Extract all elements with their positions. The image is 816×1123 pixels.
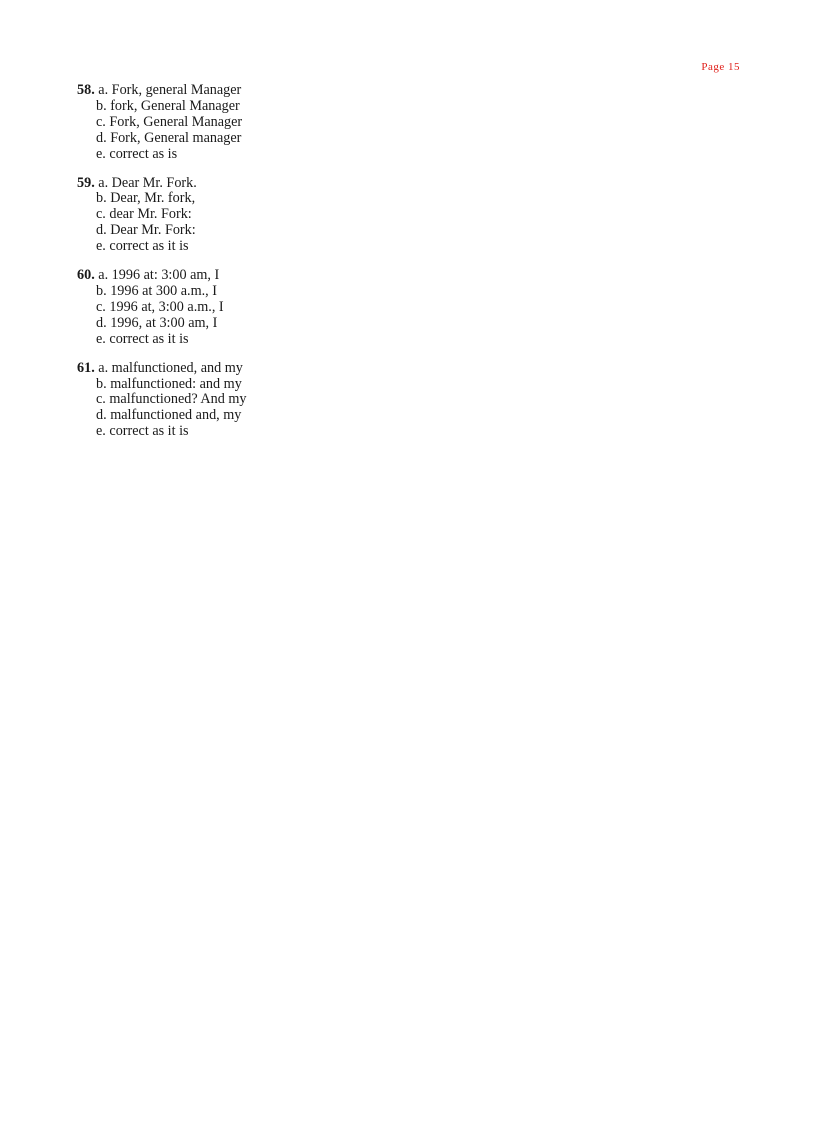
option-e: e. correct as it is — [96, 330, 189, 347]
question-number: 58. — [77, 82, 95, 98]
option-a — [77, 176, 477, 192]
option-a — [77, 83, 477, 99]
question-number: 61. — [77, 359, 95, 376]
option-b: b. fork, General Manager — [96, 97, 240, 114]
option-d: d. Dear Mr. Fork: — [96, 222, 196, 239]
option-c: c. 1996 at, 3:00 a.m., I — [96, 298, 224, 315]
option-e: e. correct as is — [96, 145, 178, 162]
option-b: b. 1996 at 300 a.m., I — [96, 282, 217, 299]
option-c: c. dear Mr. Fork: — [96, 206, 192, 223]
question-number: 59. — [77, 174, 95, 191]
option-e: e. correct as it is — [96, 238, 189, 255]
option-a — [77, 268, 477, 284]
option-text: a. 1996 at: 3:00 am, I — [98, 267, 220, 284]
question-59 — [77, 176, 477, 256]
question-58 — [77, 83, 477, 163]
option-b: b. malfunctioned: and my — [96, 375, 242, 392]
option-d: d. 1996, at 3:00 am, I — [96, 314, 218, 331]
question-number: 60. — [77, 267, 95, 284]
option-text: a. Fork, general Manager — [98, 82, 242, 98]
question-list — [77, 83, 477, 453]
option-b: b. Dear, Mr. fork, — [96, 190, 196, 207]
option-c: c. malfunctioned? And my — [96, 391, 247, 408]
option-c: c. Fork, General Manager — [96, 113, 243, 130]
option-d: d. Fork, General manager — [96, 129, 242, 146]
question-61 — [77, 361, 477, 441]
option-a — [77, 361, 477, 377]
option-d: d. malfunctioned and, my — [96, 407, 242, 424]
page-number: Page 15 — [701, 61, 740, 73]
option-e: e. correct as it is — [96, 423, 189, 440]
option-text: a. Dear Mr. Fork. — [98, 174, 197, 191]
option-text: a. malfunctioned, and my — [98, 359, 243, 376]
question-60 — [77, 268, 477, 348]
